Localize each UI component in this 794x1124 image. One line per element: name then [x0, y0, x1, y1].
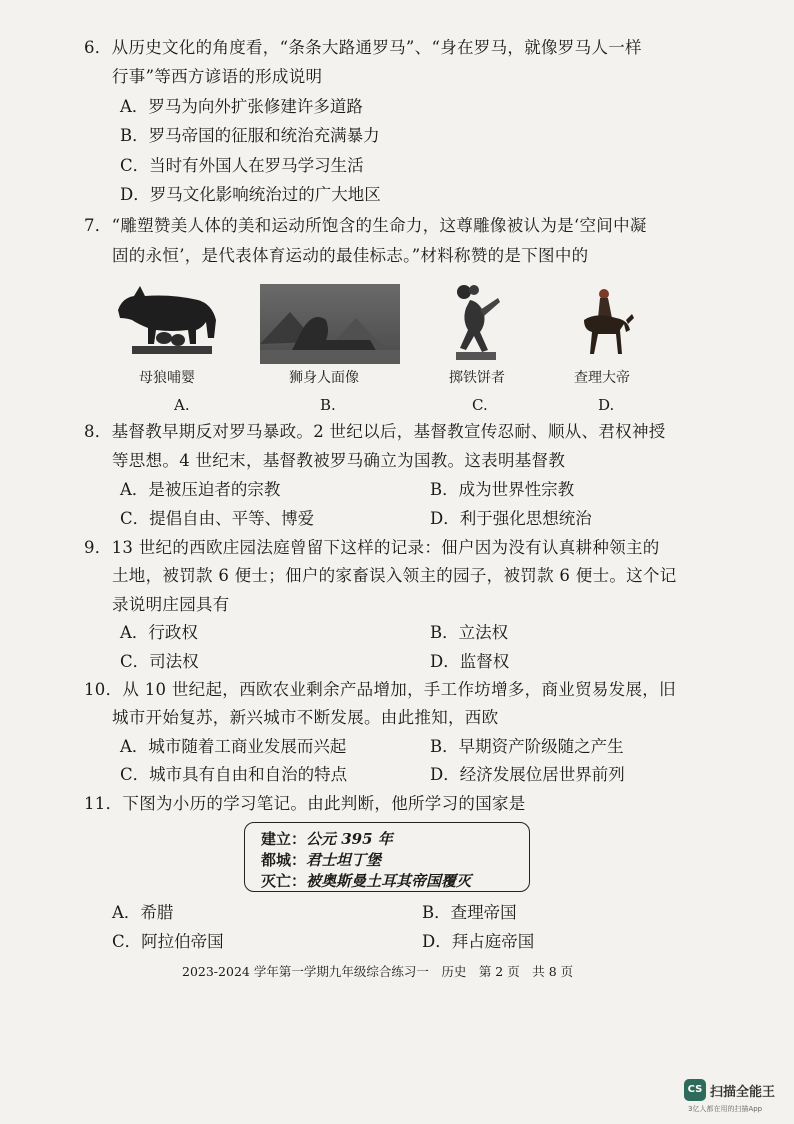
q9-option-d: D．监督权 — [430, 652, 510, 671]
q10-stem-line2: 城市开始复苏，新兴城市不断发展。由此推知，西欧 — [112, 708, 499, 727]
note-fall — [261, 871, 529, 892]
sphinx-image — [260, 284, 400, 364]
q6-stem-line1: 6．从历史文化的角度看，“条条大路通罗马”、“身在罗马，就像罗马人一样 — [84, 38, 642, 57]
note-capital — [261, 850, 529, 871]
q7-letter-c: C. — [472, 396, 488, 414]
q10-option-c: C．城市具有自由和自治的特点 — [120, 765, 348, 784]
q7-letter-d: D. — [598, 396, 615, 414]
q11-option-d: D．拜占庭帝国 — [422, 932, 535, 951]
q7-caption-a: 母狼哺婴 — [139, 370, 195, 386]
q10-option-d: D．经济发展位居世界前列 — [430, 765, 625, 784]
discobolus-statue-image — [450, 280, 506, 364]
q8-stem-line1: 8．基督教早期反对罗马暴政。2 世纪以后，基督教宣传忍耐、顺从、君权神授 — [84, 422, 666, 441]
q9-stem-line3: 录说明庄园具有 — [112, 595, 230, 614]
q11-option-a: A．希腊 — [112, 903, 174, 922]
q11-stem: 11．下图为小历的学习笔记。由此判断，他所学习的国家是 — [84, 794, 526, 813]
q9-option-a: A．行政权 — [120, 623, 198, 642]
q6-option-d: D．罗马文化影响统治过的广大地区 — [120, 185, 381, 204]
she-wolf-statue-image — [112, 280, 222, 358]
q9-stem-line1: 9．13 世纪的西欧庄园法庭曾留下这样的记录：佃户因为没有认真耕种领主的 — [84, 538, 660, 557]
q8-option-c: C．提倡自由、平等、博爱 — [120, 509, 315, 528]
q10-option-b: B．早期资产阶级随之产生 — [430, 737, 624, 756]
q8-option-a: A．是被压迫者的宗教 — [120, 480, 281, 499]
note-founded-value: 公元 395 年 — [306, 830, 393, 848]
q11-option-c: C．阿拉伯帝国 — [112, 932, 224, 951]
camscanner-name: 扫描全能王 — [710, 1085, 776, 1100]
q8-option-b: B．成为世界性宗教 — [430, 480, 575, 499]
q7-stem-line2: 固的永恒’，是代表体育运动的最佳标志。”材料称赞的是下图中的 — [112, 246, 589, 265]
q10-stem-line1: 10．从 10 世纪起，西欧农业剩余产品增加，手工作坊增多，商业贸易发展，旧 — [84, 680, 676, 699]
q9-option-b: B．立法权 — [430, 623, 509, 642]
q10-option-a: A．城市随着工商业发展而兴起 — [120, 737, 347, 756]
q7-letter-b: B. — [320, 396, 336, 414]
q6-option-c: C．当时有外国人在罗马学习生活 — [120, 156, 364, 175]
q7-caption-b: 狮身人面像 — [289, 370, 359, 386]
page-footer: 2023-2024 学年第一学期九年级综合练习一 历史 第 2 页 共 8 页 — [182, 964, 574, 979]
camscanner-logo-icon: CS — [684, 1079, 706, 1101]
note-fall-label: 灭亡： — [261, 872, 307, 890]
note-founded — [261, 829, 529, 850]
note-fall-value: 被奥斯曼土耳其帝国覆灭 — [306, 872, 472, 890]
q11-option-b: B．查理帝国 — [422, 903, 517, 922]
q7-caption-c: 掷铁饼者 — [449, 370, 505, 386]
study-note-box — [244, 822, 530, 892]
q7-caption-d: 查理大帝 — [574, 370, 630, 386]
q6-option-a: A．罗马为向外扩张修建许多道路 — [120, 97, 363, 116]
charlemagne-statue-image — [576, 284, 636, 364]
q7-letter-a: A. — [174, 396, 190, 414]
note-founded-label: 建立： — [261, 830, 307, 848]
q7-stem-line1: 7．“雕塑赞美人体的美和运动所饱含的生命力，这尊雕像被认为是‘空间中凝 — [84, 216, 647, 235]
note-capital-value: 君士坦丁堡 — [306, 851, 382, 869]
q8-stem-line2: 等思想。4 世纪末，基督教被罗马确立为国教。这表明基督教 — [112, 451, 566, 470]
q8-option-d: D．利于强化思想统治 — [430, 509, 592, 528]
q9-option-c: C．司法权 — [120, 652, 199, 671]
note-capital-label: 都城： — [261, 851, 307, 869]
camscanner-tagline: 3亿人都在用的扫描App — [688, 1105, 763, 1113]
q9-stem-line2: 土地，被罚款 6 便士；佃户的家畜误入领主的园子，被罚款 6 便士。这个记 — [112, 566, 677, 585]
q6-option-b: B．罗马帝国的征服和统治充满暴力 — [120, 126, 380, 145]
q6-stem-line2: 行事”等西方谚语的形成说明 — [112, 67, 323, 86]
